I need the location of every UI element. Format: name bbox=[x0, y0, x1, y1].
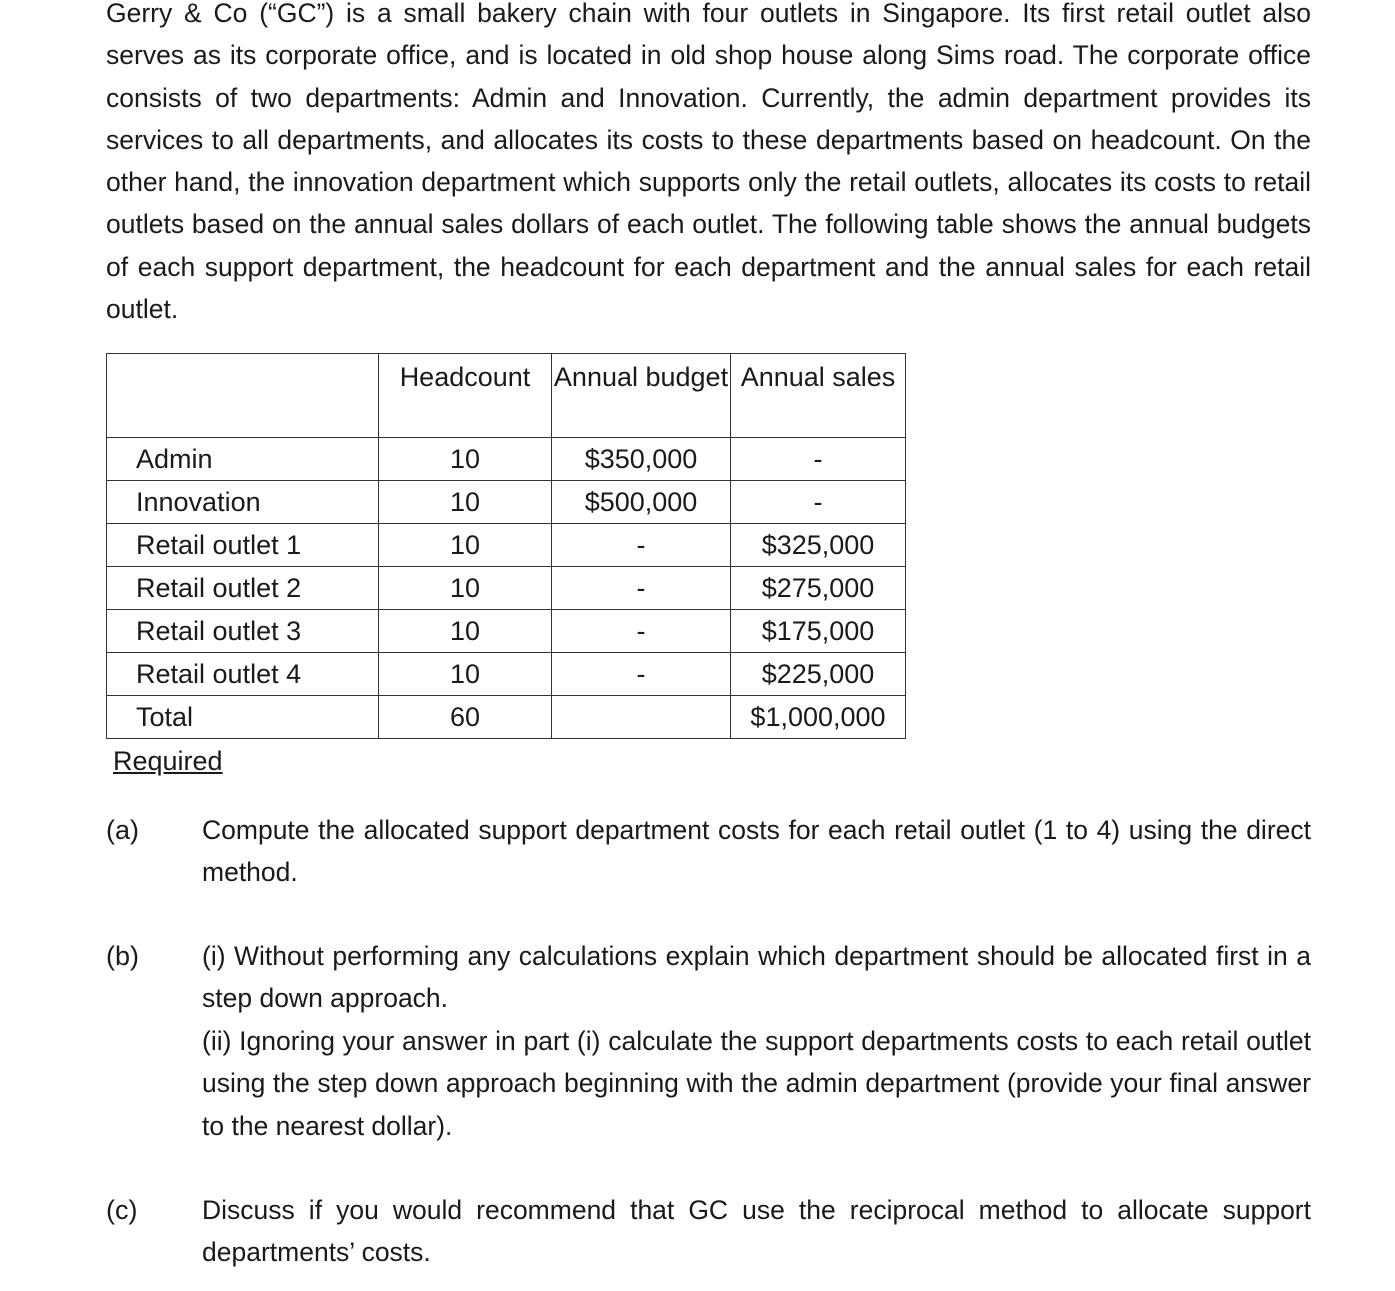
table-header-cell: Annual budget bbox=[552, 354, 731, 438]
table-header-cell bbox=[107, 354, 379, 438]
table-cell: $175,000 bbox=[731, 610, 906, 653]
table-cell: 10 bbox=[379, 567, 552, 610]
table-cell: 10 bbox=[379, 438, 552, 481]
question-a-label: (a) bbox=[106, 815, 139, 845]
table-cell: Retail outlet 2 bbox=[107, 567, 379, 610]
question-b-part-i: (i) Without performing any calculations explain which department should be allocated first in a step down approach. bbox=[202, 941, 1311, 1014]
table-header-cell: Headcount bbox=[379, 354, 552, 438]
table-row bbox=[107, 438, 906, 481]
table-header-row bbox=[107, 354, 906, 438]
question-b-label: (b) bbox=[106, 941, 139, 971]
table-cell: $500,000 bbox=[552, 481, 731, 524]
question-c-text: Discuss if you would recommend that GC use the reciprocal method to allocate support departments’ costs. bbox=[202, 1195, 1311, 1268]
table-cell: 60 bbox=[379, 696, 552, 739]
table-row bbox=[107, 567, 906, 610]
table-cell: 10 bbox=[379, 524, 552, 567]
table-cell: Admin bbox=[107, 438, 379, 481]
table-cell: $275,000 bbox=[731, 567, 906, 610]
table-cell: Retail outlet 4 bbox=[107, 653, 379, 696]
table-row bbox=[107, 610, 906, 653]
question-b-part-ii: (ii) Ignoring your answer in part (i) calculate the support departments costs to each retail outlet using the step down approach beginning with the admin department (provide your final answer to the nearest dollar). bbox=[202, 1026, 1311, 1141]
table-cell bbox=[552, 696, 731, 739]
table-cell: - bbox=[552, 524, 731, 567]
table-cell: $350,000 bbox=[552, 438, 731, 481]
table-cell: $225,000 bbox=[731, 653, 906, 696]
table-row bbox=[107, 481, 906, 524]
table-cell: Innovation bbox=[107, 481, 379, 524]
table-cell: - bbox=[552, 567, 731, 610]
table-cell: - bbox=[552, 610, 731, 653]
question-a-text: Compute the allocated support department costs for each retail outlet (1 to 4) using the direct method. bbox=[202, 815, 1311, 888]
table-cell: Retail outlet 1 bbox=[107, 524, 379, 567]
table-header-cell: Annual sales bbox=[731, 354, 906, 438]
table-cell: $325,000 bbox=[731, 524, 906, 567]
budget-table bbox=[106, 353, 906, 739]
table-cell: 10 bbox=[379, 610, 552, 653]
table-cell: Total bbox=[107, 696, 379, 739]
table-cell: $1,000,000 bbox=[731, 696, 906, 739]
table-row bbox=[107, 524, 906, 567]
table-cell: 10 bbox=[379, 653, 552, 696]
table-cell: Retail outlet 3 bbox=[107, 610, 379, 653]
table-row-total bbox=[107, 696, 906, 739]
table-cell: - bbox=[552, 653, 731, 696]
table-cell: - bbox=[731, 438, 906, 481]
table-cell: - bbox=[731, 481, 906, 524]
table-cell: 10 bbox=[379, 481, 552, 524]
intro-paragraph: Gerry & Co (“GC”) is a small bakery chain with four outlets in Singapore. Its first retail outlet also serves as its corporate office, and is located in old shop house along Sims road. The corporate office consists of two departments: Admin and Innovation. Currently, the admin department provides its services to all departments, and allocates its costs to these departments based on headcount. On the other hand, the innovation department which supports only the retail outlets, allocates its costs to retail outlets based on the annual sales dollars of each outlet. The following table shows the annual budgets of each support department, the headcount for each department and the annual sales for each retail outlet. bbox=[106, 0, 1311, 325]
question-c-label: (c) bbox=[106, 1195, 138, 1225]
required-heading: Required bbox=[113, 746, 223, 776]
table-row bbox=[107, 653, 906, 696]
